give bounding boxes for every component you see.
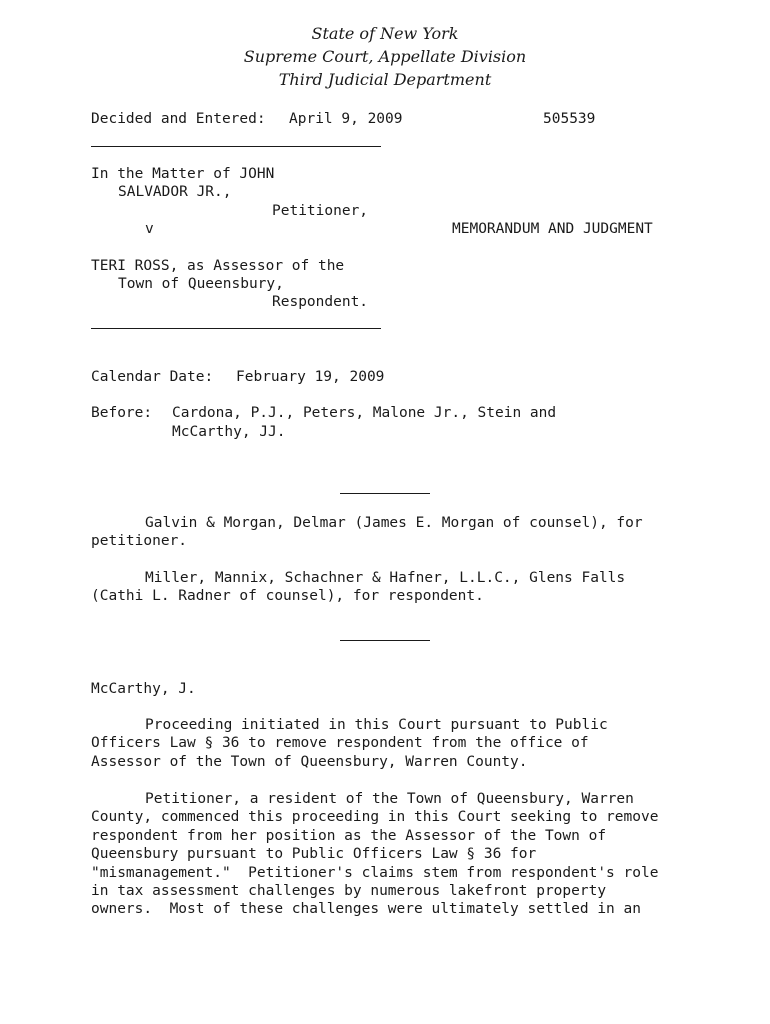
before-judges-line2: McCarthy, JJ. xyxy=(172,424,286,440)
caption-respondent-line2: Town of Queensbury, xyxy=(118,276,284,292)
decided-label: Decided and Entered: xyxy=(91,111,266,127)
caption-respondent: Respondent. xyxy=(272,294,369,310)
court-name: Supreme Court, Appellate Division xyxy=(243,47,527,66)
paragraph-2-line: respondent from her position as the Assessor of the Town of xyxy=(91,828,607,844)
paragraph-1-line: Proceeding initiated in this Court pursuant to Public xyxy=(145,717,608,733)
caption-top-rule xyxy=(91,146,381,147)
before-judges-line1: Cardona, P.J., Peters, Malone Jr., Stein and xyxy=(172,405,557,421)
paragraph-1-line: Officers Law § 36 to remove respondent from the office of xyxy=(91,735,589,751)
paragraph-2-line: County, commenced this proceeding in this Court seeking to remove xyxy=(91,809,659,825)
opinion-author: McCarthy, J. xyxy=(91,681,196,697)
caption-respondent-line1: TERI ROSS, as Assessor of the xyxy=(91,258,345,274)
counsel-respondent-line2: (Cathi L. Radner of counsel), for respondent. xyxy=(91,588,484,604)
paragraph-2-line: "mismanagement." Petitioner's claims stem from respondent's role xyxy=(91,865,659,881)
before-label: Before: xyxy=(91,405,153,421)
section-divider-2 xyxy=(340,640,430,641)
court-state: State of New York xyxy=(311,24,459,43)
calendar-date: February 19, 2009 xyxy=(236,369,385,385)
caption-petitioner: Petitioner, xyxy=(272,203,369,219)
docket-number: 505539 xyxy=(543,111,596,127)
counsel-petitioner-line2: petitioner. xyxy=(91,533,188,549)
caption-bottom-rule xyxy=(91,328,381,329)
calendar-label: Calendar Date: xyxy=(91,369,214,385)
caption-versus: v xyxy=(145,221,154,237)
court-department: Third Judicial Department xyxy=(278,70,492,89)
caption-matter-line1: In the Matter of JOHN xyxy=(91,166,275,182)
paragraph-2-line: in tax assessment challenges by numerous lakefront property xyxy=(91,883,607,899)
section-divider-1 xyxy=(340,493,430,494)
caption-matter-line2: SALVADOR JR., xyxy=(118,184,232,200)
paragraph-2-line: Petitioner, a resident of the Town of Queensbury, Warren xyxy=(145,791,634,807)
paragraph-2-line: owners. Most of these challenges were ultimately settled in an xyxy=(91,901,641,917)
paragraph-1-line: Assessor of the Town of Queensbury, Warren County. xyxy=(91,754,528,770)
counsel-respondent-line1: Miller, Mannix, Schachner & Hafner, L.L.C., Glens Falls xyxy=(145,570,626,586)
counsel-petitioner-line1: Galvin & Morgan, Delmar (James E. Morgan of counsel), for xyxy=(145,515,643,531)
decided-date: April 9, 2009 xyxy=(289,111,403,127)
document-type: MEMORANDUM AND JUDGMENT xyxy=(452,221,653,237)
paragraph-2-line: Queensbury pursuant to Public Officers Law § 36 for xyxy=(91,846,537,862)
